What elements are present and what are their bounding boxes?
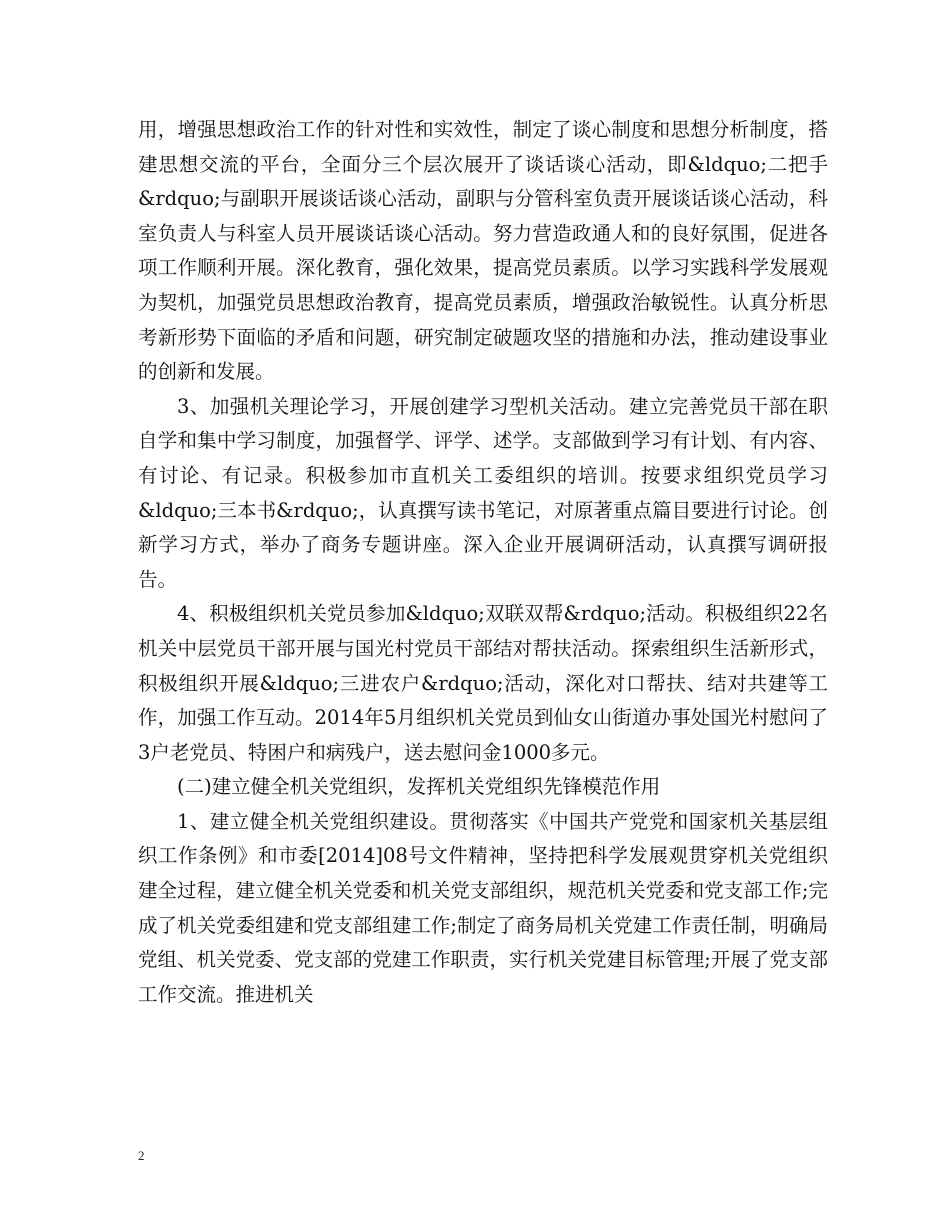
page-number: 2 (138, 1148, 145, 1163)
paragraph-3: 4、积极组织机关党员参加&ldquo;双联双帮&rdquo;活动。积极组织22名机关中层党员干部开展与国光村党员干部结对帮扶活动。探索组织生活新形式，积极组织开展&ldquo;三进农户&rdquo;活动，深化对口帮扶、结对共建等工作，加强工作互动。2014年5月组织机关党员到仙女山街道办事处国光村慰问了3户老党员、特困户和病残户，送去慰问金1000多元。 (138, 602, 828, 764)
section-heading: (二)建立健全机关党组织，发挥机关党组织先锋模范作用 (177, 775, 661, 799)
paragraph-1: 用，增强思想政治工作的针对性和实效性，制定了谈心制度和思想分析制度，搭建思想交流的平台，全面分三个层次展开了谈话谈心活动，即&ldquo;二把手&rdquo;与副职开展谈话谈心活动，副职与分管科室负责开展谈话谈心活动，科室负责人与科室人员开展谈话谈心活动。努力营造政通人和的良好氛围，促进各项工作顺利开展。深化教育，强化效果，提高党员素质。以学习实践科学发展观为契机，加强党员思想政治教育，提高党员素质，增强政治敏锐性。认真分析思考新形势下面临的矛盾和问题，研究制定破题攻坚的措施和办法，推动建设事业的创新和发展。 (138, 118, 828, 384)
paragraph-2: 3、加强机关理论学习，开展创建学习型机关活动。建立完善党员干部在职自学和集中学习制度，加强督学、评学、述学。支部做到学习有计划、有内容、有讨论、有记录。积极参加市直机关工委组织的培训。按要求组织党员学习&ldquo;三本书&rdquo;，认真撰写读书笔记，对原著重点篇目要进行讨论。创新学习方式，举办了商务专题讲座。深入企业开展调研活动，认真撰写调研报告。 (138, 394, 828, 591)
document-body (138, 113, 828, 1012)
paragraph-4: 1、建立健全机关党组织建设。贯彻落实《中国共产党党和国家机关基层组织工作条例》和市委[2014]08号文件精神，坚持把科学发展观贯穿机关党组织建全过程，建立健全机关党委和机关党支部组织，规范机关党委和党支部工作;完成了机关党委组建和党支部组建工作;制定了商务局机关党建工作责任制，明确局党组、机关党委、党支部的党建工作职责，实行机关党建目标管理;开展了党支部工作交流。推进机关 (138, 809, 828, 1006)
